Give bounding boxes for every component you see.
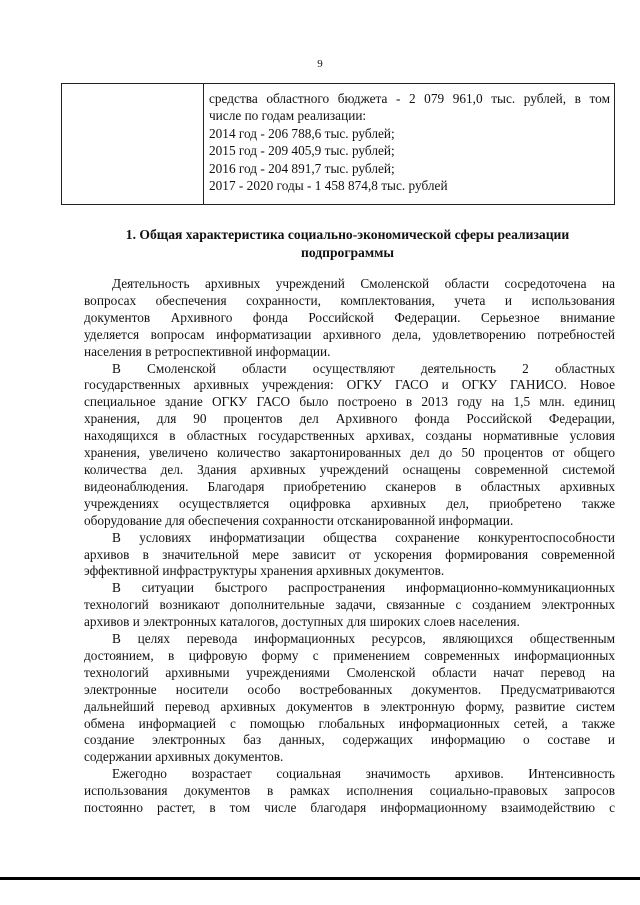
body-text	[84, 276, 615, 817]
paragraph	[84, 361, 615, 530]
footer-rule	[0, 877, 640, 880]
paragraph	[84, 276, 615, 361]
text-line: вопросах обеспечения сохранности, комплектования, учета и использования	[84, 292, 615, 308]
text-line: находящихся в областных государственных архивах, созданы нормативные условия	[84, 428, 615, 444]
text-line: электронные носители особо востребованных документов. Предусматриваются	[84, 681, 615, 697]
text-line: уделяется вопросам информатизации архивного дела, удовлетворению потребностей	[84, 326, 615, 342]
text-line: дальнейший перевод архивных документов в электронную форму, развитие систем	[84, 698, 615, 714]
text-line: оборудование для обеспечения сохранности отсканированной информации.	[84, 512, 514, 528]
text-line: специальное здание ОГКУ ГАСО было построено в 2013 году на 1,5 млн. единиц	[84, 394, 615, 410]
text-line: обмена информацией с помощью глобальных информационных сетей, а также	[84, 715, 615, 731]
budget-line: 2015 год - 209 405,9 тыс. рублей;	[209, 143, 395, 159]
text-line: технологий возникают дополнительные задачи, связанные с созданием электронных	[84, 597, 615, 613]
text-line: учреждениях осуществляется оцифровка архивных дел, приобретено также	[84, 495, 615, 511]
section-title-line: подпрограммы	[301, 245, 394, 260]
text-line: документов Архивного фонда Российской Федерации. Серьезное внимание	[84, 309, 615, 325]
text-line: создание электронных баз данных, содержащих информацию о составе и	[84, 732, 615, 748]
text-line: Ежегодно возрастает социальная значимость архивов. Интенсивность	[112, 766, 615, 782]
text-line: технологий архивными учреждениями Смоленской области начат перевод на	[84, 664, 615, 680]
text-line: архивов и электронных каталогов, доступных для широких слоев населения.	[84, 614, 520, 630]
text-line: количества дел. Здания архивных учреждений оснащены современной системой	[84, 461, 615, 477]
paragraph	[84, 530, 615, 581]
budget-line: средства областного бюджета - 2 079 961,0 тыс. рублей, в том	[209, 91, 610, 106]
text-line: В условиях информатизации общества сохранение конкурентоспособности	[112, 529, 615, 545]
page-number: 9	[317, 58, 323, 70]
paragraph	[84, 631, 615, 766]
text-line: В Смоленской области осуществляют деятельность 2 областных	[112, 360, 615, 376]
text-line: видеонаблюдения. Благодаря приобретению сканеров в областных архивных	[84, 478, 615, 494]
budget-line: числе по годам реализации:	[209, 108, 367, 124]
text-line: использования документов в рамках исполнения социально-правовых запросов	[84, 783, 615, 799]
text-line: постоянно растет, в том числе благодаря информационному взаимодействию с	[84, 800, 615, 816]
text-line: В ситуации быстрого распространения информационно-коммуникационных	[112, 580, 615, 596]
text-line: эффективной инфраструктуры хранения архивных документов.	[84, 563, 445, 579]
budget-table-label-cell	[62, 84, 204, 205]
text-line: содержании архивных документов.	[84, 749, 284, 765]
text-line: В целях перевода информационных ресурсов, являющихся общественным	[112, 631, 615, 647]
section-title	[80, 226, 615, 262]
text-line: населения в ретроспективной информации.	[84, 343, 331, 359]
budget-table-row	[62, 84, 615, 205]
budget-line: 2017 - 2020 годы - 1 458 874,8 тыс. рублей	[209, 178, 448, 194]
text-line: государственных архивных учреждения: ОГКУ ГАСО и ОГКУ ГАНИСО. Новое	[84, 377, 615, 393]
text-line: архивов в значительной мере зависит от ускорения формирования современной	[84, 546, 615, 562]
section-title-line: 1. Общая характеристика социально-экономической сферы реализации	[125, 227, 570, 242]
budget-table	[61, 83, 615, 205]
budget-line: 2016 год - 204 891,7 тыс. рублей;	[209, 160, 395, 176]
budget-table-value-cell	[204, 84, 615, 205]
paragraph	[84, 580, 615, 631]
paragraph	[84, 766, 615, 817]
text-line: Деятельность архивных учреждений Смоленской области сосредоточена на	[112, 276, 615, 291]
text-line: достоянием, в цифровую форму с применением современных информационных	[84, 647, 615, 663]
budget-line: 2014 год - 206 788,6 тыс. рублей;	[209, 125, 395, 141]
text-line: хранения, увеличено количество закартонированных дел до 50 процентов от общего	[84, 445, 615, 461]
text-line: хранения, для 90 процентов дел Архивного фонда Российской Федерации,	[84, 411, 615, 427]
